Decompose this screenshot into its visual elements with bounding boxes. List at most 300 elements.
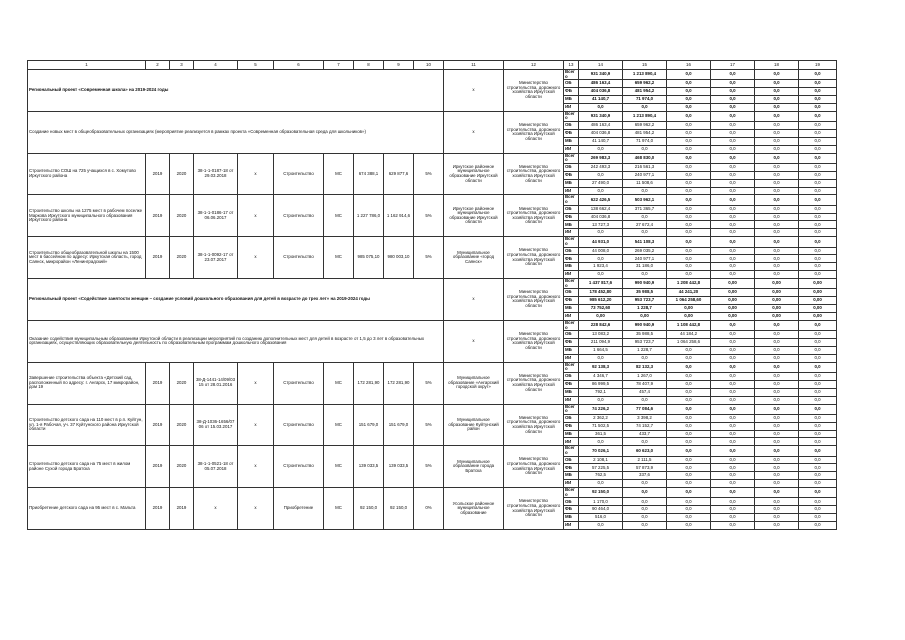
amount-cell: 0,0 [799,396,837,404]
amount-cell: 0,0 [711,129,755,137]
amount-cell: 0,0 [799,354,837,362]
amount-cell: 0,0 [623,354,667,362]
amount-cell: 931 340,9 [579,70,623,80]
amount-cell: 622 426,5 [579,195,623,205]
column-number-cell: 11 [444,61,504,70]
amount-cell: 0,0 [799,404,837,414]
customer-cell: х [444,111,504,153]
object-detail-cell: х [238,362,274,404]
amount-cell: 0,00 [711,279,755,289]
object-detail-cell: 2019 [170,488,194,530]
fund-type-cell: ФБ [564,213,579,221]
table-row [28,320,837,330]
object-detail-cell: 38-1-1-0521-18 от 05.07.2018 [194,446,238,488]
amount-cell: 0,0 [755,229,799,237]
object-detail-cell: 2019 [146,362,170,404]
amount-cell: 0,00 [667,305,711,313]
object-name-cell: Оказание содействия муниципальным образованиям Иркутской области в реализации мероприятий по созданию дополнительных мест для детей в возрасте от 1,5 до 3 лет в образовательных организациях, осуществляющих образовательную деятельность по образовательным программам дошкольного образования [28,320,444,362]
amount-cell: 0,0 [711,404,755,414]
amount-cell: 0,0 [799,171,837,179]
amount-cell: 1 437 817,6 [579,279,623,289]
fund-type-cell: МБ [564,263,579,271]
amount-cell: 0,0 [623,488,667,498]
amount-cell: 0,0 [667,472,711,480]
amount-cell: 0,0 [799,271,837,279]
amount-cell: 178 452,80 [579,289,623,297]
amount-cell: 0,0 [623,145,667,153]
amount-cell: 503 962,1 [623,195,667,205]
object-detail-cell: 139 033,5 [354,446,384,488]
amount-cell: 0,00 [799,289,837,297]
amount-cell: 0,0 [667,213,711,221]
object-detail-cell: 172 281,90 [384,362,414,404]
fund-type-cell: ФБ [564,297,579,305]
amount-cell: 44 184,2 [667,331,711,339]
amount-cell: 0,0 [755,255,799,263]
amount-cell: 0,0 [667,414,711,422]
amount-cell: 481 954,2 [623,129,667,137]
object-name-cell: Строительство детского сада на 75 мест в жилом районе Сухой города Братска [28,446,146,488]
amount-cell: 0,0 [667,229,711,237]
amount-cell: 0,0 [667,388,711,396]
amount-cell: 0,0 [667,354,711,362]
amount-cell: 0,00 [623,312,667,320]
amount-cell: 0,0 [799,456,837,464]
amount-cell: 0,0 [667,362,711,372]
object-detail-cell: МС [324,237,354,279]
amount-cell: 0,0 [799,446,837,456]
amount-cell: 0,0 [799,213,837,221]
customer-cell: Муниципальное образование города Братска [444,446,504,488]
object-detail-cell: 2019 [146,237,170,279]
amount-cell: 0,0 [711,320,755,330]
amount-cell: 0,0 [755,103,799,111]
customer-cell: Усольское районное муниципальное образование [444,488,504,530]
amount-cell: 0,0 [755,88,799,96]
object-name-cell: Строительство школы на 1275 мест в рабочем поселке Маркова Иркутского муниципального образования Иркутского района [28,195,146,237]
amount-cell: 0,0 [755,163,799,171]
amount-cell: 0,0 [799,129,837,137]
object-detail-cell: 2020 [170,153,194,195]
fund-type-cell: ФБ [564,171,579,179]
amount-cell: 0,0 [799,438,837,446]
amount-cell: 0,0 [623,213,667,221]
amount-cell: 57 873,9 [623,464,667,472]
object-detail-cell: Строительство [274,237,324,279]
amount-cell: 0,0 [667,80,711,88]
amount-cell: 1 228,7 [623,346,667,354]
amount-cell: 468 830,0 [623,153,667,163]
amount-cell: 0,0 [799,111,837,121]
amount-cell: 211 094,9 [579,339,623,347]
amount-cell: 0,0 [755,96,799,104]
amount-cell: 0,0 [711,80,755,88]
amount-cell: 0,0 [667,488,711,498]
amount-cell: 0,0 [711,153,755,163]
amount-cell: 0,00 [799,312,837,320]
object-detail-cell: 5% [414,195,444,237]
object-detail-cell: 2019 [146,404,170,446]
object-detail-cell: МС [324,404,354,446]
amount-cell: 0,0 [667,422,711,430]
amount-cell: 0,0 [711,422,755,430]
column-number-cell: 10 [414,61,444,70]
amount-cell: 0,0 [711,163,755,171]
amount-cell: 0,0 [755,263,799,271]
object-detail-cell: 139 033,5 [384,446,414,488]
amount-cell: 486 163,4 [579,80,623,88]
amount-cell: 0,0 [579,187,623,195]
object-detail-cell: 38-Д-1441-14/09/03 15 от 28.01.2016 [194,362,238,404]
amount-cell: 0,0 [667,396,711,404]
object-detail-cell: 1 162 914,6 [384,195,414,237]
amount-cell: 0,0 [755,438,799,446]
amount-cell: 13 727,3 [579,221,623,229]
amount-cell: 0,0 [579,480,623,488]
fund-type-cell: ОБ [564,122,579,130]
amount-cell: 0,0 [579,396,623,404]
amount-cell: 0,0 [667,380,711,388]
amount-cell: 0,0 [799,70,837,80]
amount-cell: 60 623,0 [623,446,667,456]
amount-cell: 0,0 [667,430,711,438]
amount-cell: 0,0 [799,137,837,145]
fund-type-cell: ФБ [564,422,579,430]
fund-type-cell: ИИ [564,312,579,320]
amount-cell: 0,0 [667,153,711,163]
amount-cell: 0,0 [755,122,799,130]
fund-type-cell: Всего [564,237,579,247]
fund-type-cell: ФБ [564,464,579,472]
amount-cell: 1 108 442,8 [667,320,711,330]
amount-cell: 0,0 [799,464,837,472]
table-row [28,153,837,163]
object-name-cell: Строительство общеобразовательной школы на 1500 мест в бассейном по адресу: Иркутская область, город Саянск, микрорайон «Ленинградский» [28,237,146,279]
amount-cell: 41 140,7 [579,96,623,104]
amount-cell: 0,0 [755,498,799,506]
amount-cell: 0,0 [755,414,799,422]
customer-cell: х [444,70,504,112]
amount-cell: 0,0 [755,70,799,80]
fund-type-cell: Всего [564,195,579,205]
column-number-cell: 15 [623,61,667,70]
amount-cell: 0,0 [623,229,667,237]
amount-cell: 0,0 [755,396,799,404]
amount-cell: 31 186,0 [623,263,667,271]
amount-cell: 1 208 442,8 [667,279,711,289]
fund-type-cell: ИИ [564,396,579,404]
amount-cell: 0,0 [667,255,711,263]
responsible-org-cell: Министерство строительства, дорожного хозяйства Иркутской области [504,237,564,279]
fund-type-cell: ИИ [564,229,579,237]
amount-cell: 0,0 [799,96,837,104]
amount-cell: 0,0 [799,388,837,396]
amount-cell: 86 999,5 [579,380,623,388]
object-detail-cell: Приобретение [274,488,324,530]
amount-cell: 0,0 [799,153,837,163]
amount-cell: 27 490,0 [579,179,623,187]
object-name-cell: Создание новых мест в общеобразовательных организациях (мероприятие реализуется в рамках проекта «Современная образовательная среда для школьников») [28,111,444,153]
amount-cell: 0,0 [623,522,667,530]
amount-cell: 0,0 [755,171,799,179]
amount-cell: 0,0 [711,438,755,446]
customer-cell: Иркутское районное муниципальное образование Иркутской области [444,195,504,237]
object-detail-cell: 2020 [170,237,194,279]
column-number-cell: 16 [667,61,711,70]
object-detail-cell: Строительство [274,446,324,488]
column-number-cell: 7 [324,61,354,70]
fund-type-cell: МБ [564,137,579,145]
amount-cell: 0,0 [755,404,799,414]
object-detail-cell: 2020 [170,404,194,446]
fund-type-cell: МБ [564,221,579,229]
object-detail-cell: 2020 [170,446,194,488]
amount-cell: 0,0 [755,472,799,480]
amount-cell: 0,0 [667,498,711,506]
amount-cell: 0,0 [799,472,837,480]
fund-type-cell: ФБ [564,380,579,388]
amount-cell: 3 398,2 [623,414,667,422]
amount-cell: 0,0 [667,171,711,179]
amount-cell: 0,0 [799,221,837,229]
amount-cell: 0,0 [711,229,755,237]
amount-cell: 0,0 [799,522,837,530]
column-number-row [28,61,837,70]
object-detail-cell: 2019 [146,446,170,488]
amount-cell: 0,0 [667,514,711,522]
amount-cell: 0,0 [755,362,799,372]
amount-cell: 0,0 [799,103,837,111]
object-detail-cell: 38-Д-1036-1656/07 06 от 15.03.2017 [194,404,238,446]
amount-cell: 0,0 [623,506,667,514]
amount-cell: 404 036,8 [579,129,623,137]
amount-cell: 0,0 [755,247,799,255]
amount-cell: 0,00 [711,297,755,305]
column-number-cell: 14 [579,61,623,70]
amount-cell: 0,0 [799,88,837,96]
fund-type-cell: ИИ [564,145,579,153]
amount-cell: 659 962,2 [623,122,667,130]
amount-cell: 985 612,20 [579,297,623,305]
amount-cell: 74 226,2 [579,404,623,414]
amount-cell: 2 362,2 [579,414,623,422]
amount-cell: 0,0 [799,430,837,438]
amount-cell: 0,0 [755,320,799,330]
amount-cell: 0,0 [799,498,837,506]
amount-cell: 0,0 [799,195,837,205]
amount-cell: 0,0 [579,438,623,446]
amount-cell: 44 008,0 [579,247,623,255]
amount-cell: 0,0 [755,456,799,464]
amount-cell: 70 026,1 [579,446,623,456]
amount-cell: 0,0 [667,506,711,514]
amount-cell: 0,0 [711,237,755,247]
amount-cell: 0,0 [799,372,837,380]
amount-cell: 0,0 [755,237,799,247]
amount-cell: 486 163,4 [579,122,623,130]
object-detail-cell: х [238,195,274,237]
responsible-org-cell: Министерство строительства, дорожного хозяйства Иркутской области [504,404,564,446]
amount-cell: 0,0 [667,464,711,472]
amount-cell: 481 954,2 [623,88,667,96]
fund-type-cell: Всего [564,362,579,372]
amount-cell: 337,6 [623,472,667,480]
amount-cell: 0,0 [579,255,623,263]
amount-cell: 0,0 [755,80,799,88]
amount-cell: 0,0 [755,213,799,221]
amount-cell: 228 842,6 [579,320,623,330]
customer-cell: Муниципальное образование «Ангарский городской округ» [444,362,504,404]
amount-cell: 13 083,2 [579,331,623,339]
table-row [28,446,837,456]
object-detail-cell: 2020 [170,362,194,404]
amount-cell: 0,0 [711,480,755,488]
fund-type-cell: Всего [564,111,579,121]
fund-type-cell: Всего [564,279,579,289]
object-name-cell: Завершение строительства объекта «Детский сад, расположенный по адресу: г. Ангарск, 17 микрорайон, дом 19 [28,362,146,404]
amount-cell: 242 493,3 [579,163,623,171]
amount-cell: 71 974,0 [623,96,667,104]
fund-type-cell: ИИ [564,480,579,488]
amount-cell: 57 225,5 [579,464,623,472]
fund-type-cell: Всего [564,70,579,80]
amount-cell: 0,0 [711,430,755,438]
amount-cell: 0,0 [799,488,837,498]
amount-cell: 0,00 [755,297,799,305]
fund-type-cell: ИИ [564,438,579,446]
object-detail-cell: х [238,446,274,488]
object-name-cell: Строительство детского сада на 110 мест в р.п. Куйтун, ул. 1-я Рабочая, уч. 37 Куйтунского района Иркутской области [28,404,146,446]
amount-cell: 0,0 [711,137,755,145]
amount-cell: 0,0 [667,456,711,464]
amount-cell: 0,0 [667,88,711,96]
column-number-cell: 3 [170,61,194,70]
amount-cell: 240 977,1 [623,255,667,263]
amount-cell: 0,0 [799,263,837,271]
object-detail-cell: х [238,404,274,446]
fund-type-cell: Всего [564,488,579,498]
fund-type-cell: Всего [564,320,579,330]
amount-cell: 762,5 [579,472,623,480]
amount-cell: 0,0 [799,514,837,522]
object-detail-cell: 2020 [170,195,194,237]
amount-cell: 0,00 [711,289,755,297]
amount-cell: 44 241,20 [667,289,711,297]
amount-cell: 4 346,7 [579,372,623,380]
amount-cell: 0,0 [799,247,837,255]
fund-type-cell: ОБ [564,80,579,88]
amount-cell: 0,0 [623,103,667,111]
amount-cell: 269 035,2 [623,247,667,255]
amount-cell: 1 228,7 [623,305,667,313]
amount-cell: 0,0 [799,346,837,354]
object-detail-cell: МС [324,362,354,404]
amount-cell: 659 962,2 [623,80,667,88]
amount-cell: 0,0 [799,179,837,187]
fund-type-cell: МБ [564,346,579,354]
amount-cell: 0,0 [799,229,837,237]
column-number-cell: 13 [564,61,579,70]
amount-cell: 0,0 [755,506,799,514]
amount-cell: 71 974,0 [623,137,667,145]
object-detail-cell: Строительство [274,362,324,404]
amount-cell: 27 672,4 [623,221,667,229]
amount-cell: 0,00 [755,312,799,320]
amount-cell: 2 108,1 [579,456,623,464]
amount-cell: 0,00 [755,279,799,289]
fund-type-cell: Всего [564,153,579,163]
amount-cell: 41 140,7 [579,137,623,145]
amount-cell: 0,0 [711,255,755,263]
amount-cell: 0,0 [711,271,755,279]
amount-cell: 953 723,7 [623,339,667,347]
amount-cell: 541 108,3 [623,237,667,247]
table-body [28,61,837,530]
object-detail-cell: 92 150,0 [384,488,414,530]
amount-cell: 0,0 [623,271,667,279]
object-detail-cell: 5% [414,404,444,446]
amount-cell: 0,0 [711,221,755,229]
investment-table-sheet [27,60,837,530]
amount-cell: 0,0 [711,446,755,456]
amount-cell: 0,0 [667,179,711,187]
amount-cell: 0,0 [711,380,755,388]
amount-cell: 0,0 [579,103,623,111]
amount-cell: 0,0 [711,488,755,498]
fund-type-cell: МБ [564,514,579,522]
fund-type-cell: ОБ [564,247,579,255]
responsible-org-cell: Министерство строительства, дорожного хозяйства Иркутской области [504,446,564,488]
amount-cell: 0,0 [667,221,711,229]
fund-type-cell: ОБ [564,498,579,506]
amount-cell: 0,0 [755,380,799,388]
amount-cell: 0,0 [799,422,837,430]
object-name-cell: Приобретение детского сада на 95 мест в с. Мальта [28,488,146,530]
object-detail-cell: х [194,488,238,530]
amount-cell: 0,0 [711,464,755,472]
object-detail-cell: 985 075,10 [354,237,384,279]
amount-cell: 82 132,3 [623,362,667,372]
amount-cell: 73 752,60 [579,305,623,313]
object-detail-cell: 5% [414,446,444,488]
object-detail-cell: 38-1-1-0187-18 от 29.03.2018 [194,153,238,195]
amount-cell: 0,00 [799,297,837,305]
responsible-org-cell: Министерство строительства, дорожного хозяйства Иркутской области [504,70,564,112]
amount-cell: 0,0 [667,271,711,279]
fund-type-cell: ИИ [564,187,579,195]
amount-cell: 0,0 [667,195,711,205]
object-detail-cell: х [238,488,274,530]
amount-cell: 0,0 [755,430,799,438]
column-number-cell: 12 [504,61,564,70]
amount-cell: 0,0 [623,498,667,506]
table-row [28,195,837,205]
amount-cell: 0,0 [667,237,711,247]
amount-cell: 0,0 [799,362,837,372]
amount-cell: 0,00 [579,312,623,320]
object-name-cell: Региональный проект «Содействие занятости женщин – создание условий дошкольного образования для детей в возрасте до трех лет» на 2019-2024 годы [28,279,444,321]
amount-cell: 0,0 [711,522,755,530]
object-detail-cell: 5% [414,153,444,195]
amount-cell: 0,0 [711,346,755,354]
object-detail-cell: 980 003,10 [384,237,414,279]
amount-cell: 404 036,8 [579,213,623,221]
amount-cell: 0,0 [799,187,837,195]
amount-cell: 1 064 258,6 [667,339,711,347]
fund-type-cell: Всего [564,404,579,414]
object-detail-cell: 1 227 786,0 [354,195,384,237]
amount-cell: 240 977,1 [623,171,667,179]
